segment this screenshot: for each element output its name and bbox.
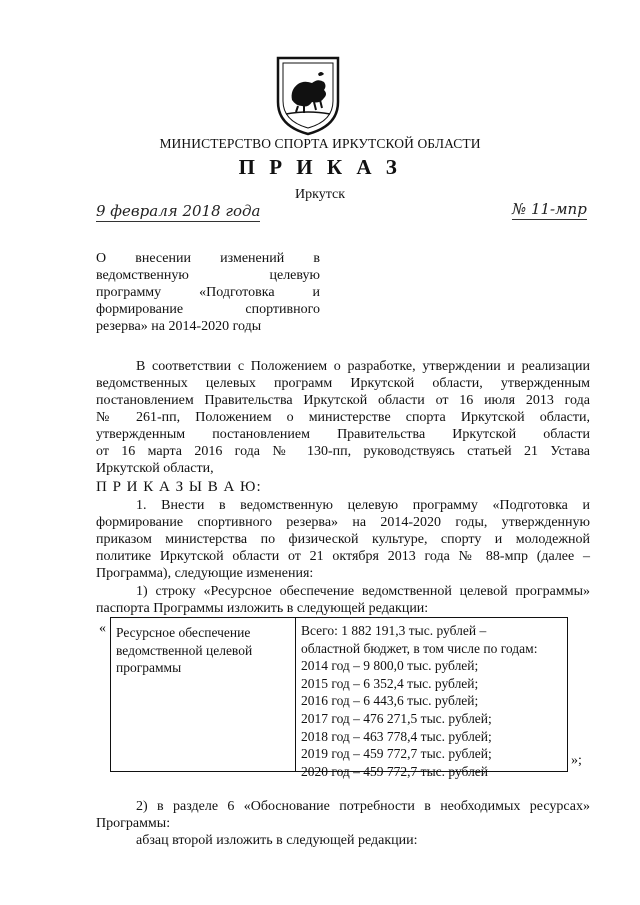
city: Иркутск <box>294 187 346 202</box>
table-label-line: программы <box>116 660 182 675</box>
item2-line: Программы: <box>96 816 171 831</box>
table-value-line: 2018 год – 463 778,4 тыс. рублей; <box>301 728 492 744</box>
table-value-line: областной бюджет, в том числе по годам: <box>301 640 538 656</box>
table-value-line: 2019 год – 459 772,7 тыс. рублей; <box>301 746 492 762</box>
preamble-line: от 16 марта 2016 года № 130-пп, руководствуясь статьей 21 Устава <box>96 444 590 459</box>
table-divider <box>295 617 296 772</box>
item2-sub-line: абзац второй изложить в следующей редакции: <box>136 833 418 848</box>
subject-line: формирование спортивного <box>96 302 320 317</box>
table-value-line: 2017 год – 476 271,5 тыс. рублей; <box>301 710 492 726</box>
table-value-line: 2015 год – 6 352,4 тыс. рублей; <box>301 675 479 691</box>
item1-line: 1. Внести в ведомственную целевую программу «Подготовка и <box>136 498 590 513</box>
subject-line: программу «Подготовка и <box>96 285 320 300</box>
coat-of-arms-icon <box>274 56 342 136</box>
item1-line: политике Иркутской области от 21 октября 2013 года № 88-мпр (далее – <box>96 549 590 564</box>
order-word: П Р И К А З Ы В А Ю: <box>96 479 262 495</box>
preamble-line: В соответствии с Положением о разработке, утверждении и реализации <box>136 359 590 374</box>
preamble-line: Иркутской области, <box>96 461 214 476</box>
document-title: П Р И К А З <box>238 155 402 179</box>
handwritten-date: 9 февраля 2018 года <box>96 202 261 220</box>
item1-1-line: паспорта Программы изложить в следующей редакции: <box>96 601 429 616</box>
table-label-line: Ресурсное обеспечение <box>116 625 251 640</box>
preamble-line: № 261-пп, Положением о министерстве спорта Иркутской области, <box>96 410 590 425</box>
table-value-cell <box>301 622 566 780</box>
order-subject <box>96 250 320 335</box>
preamble-line: утвержденным постановлением Правительства Иркутской области <box>96 427 590 442</box>
table-value-line: 2016 год – 6 443,6 тыс. рублей; <box>301 693 479 709</box>
preamble-line: ведомственных целевых программ Иркутской области, утвержденным <box>96 376 590 391</box>
item1-line: приказом министерства по физической культуре, спорту и молодежной <box>96 532 590 547</box>
table-label-cell <box>116 624 252 677</box>
subject-line: О внесении изменений в <box>96 251 320 266</box>
table-value-line: 2014 год – 9 800,0 тыс. рублей; <box>301 658 479 674</box>
table-value-line: Всего: 1 882 191,3 тыс. рублей – <box>301 623 487 638</box>
subject-line: резерва» на 2014-2020 годы <box>96 319 262 334</box>
close-quote: »; <box>571 753 582 768</box>
item1-line: Программа), следующие изменения: <box>96 566 314 581</box>
table-value-line: 2020 год – 459 772,7 тыс. рублей <box>301 763 489 779</box>
preamble-line: постановлением Правительства Иркутской области от 16 июля 2013 года <box>96 393 590 408</box>
item2-line: 2) в разделе 6 «Обоснование потребности в необходимых ресурсах» <box>136 799 590 814</box>
ministry-name: МИНИСТЕРСТВО СПОРТА ИРКУТСКОЙ ОБЛАСТИ <box>159 136 481 151</box>
open-quote: « <box>99 621 106 636</box>
table-label-line: ведомственной целевой <box>116 642 253 658</box>
subject-line: ведомственную целевую <box>96 268 320 283</box>
item1-1-line: 1) строку «Ресурсное обеспечение ведомственной целевой программы» <box>136 584 590 599</box>
handwritten-number: № 11-мпр <box>512 200 587 218</box>
item1-line: формирование спортивного резерва» на 2014-2020 годы, утвержденную <box>96 515 590 530</box>
